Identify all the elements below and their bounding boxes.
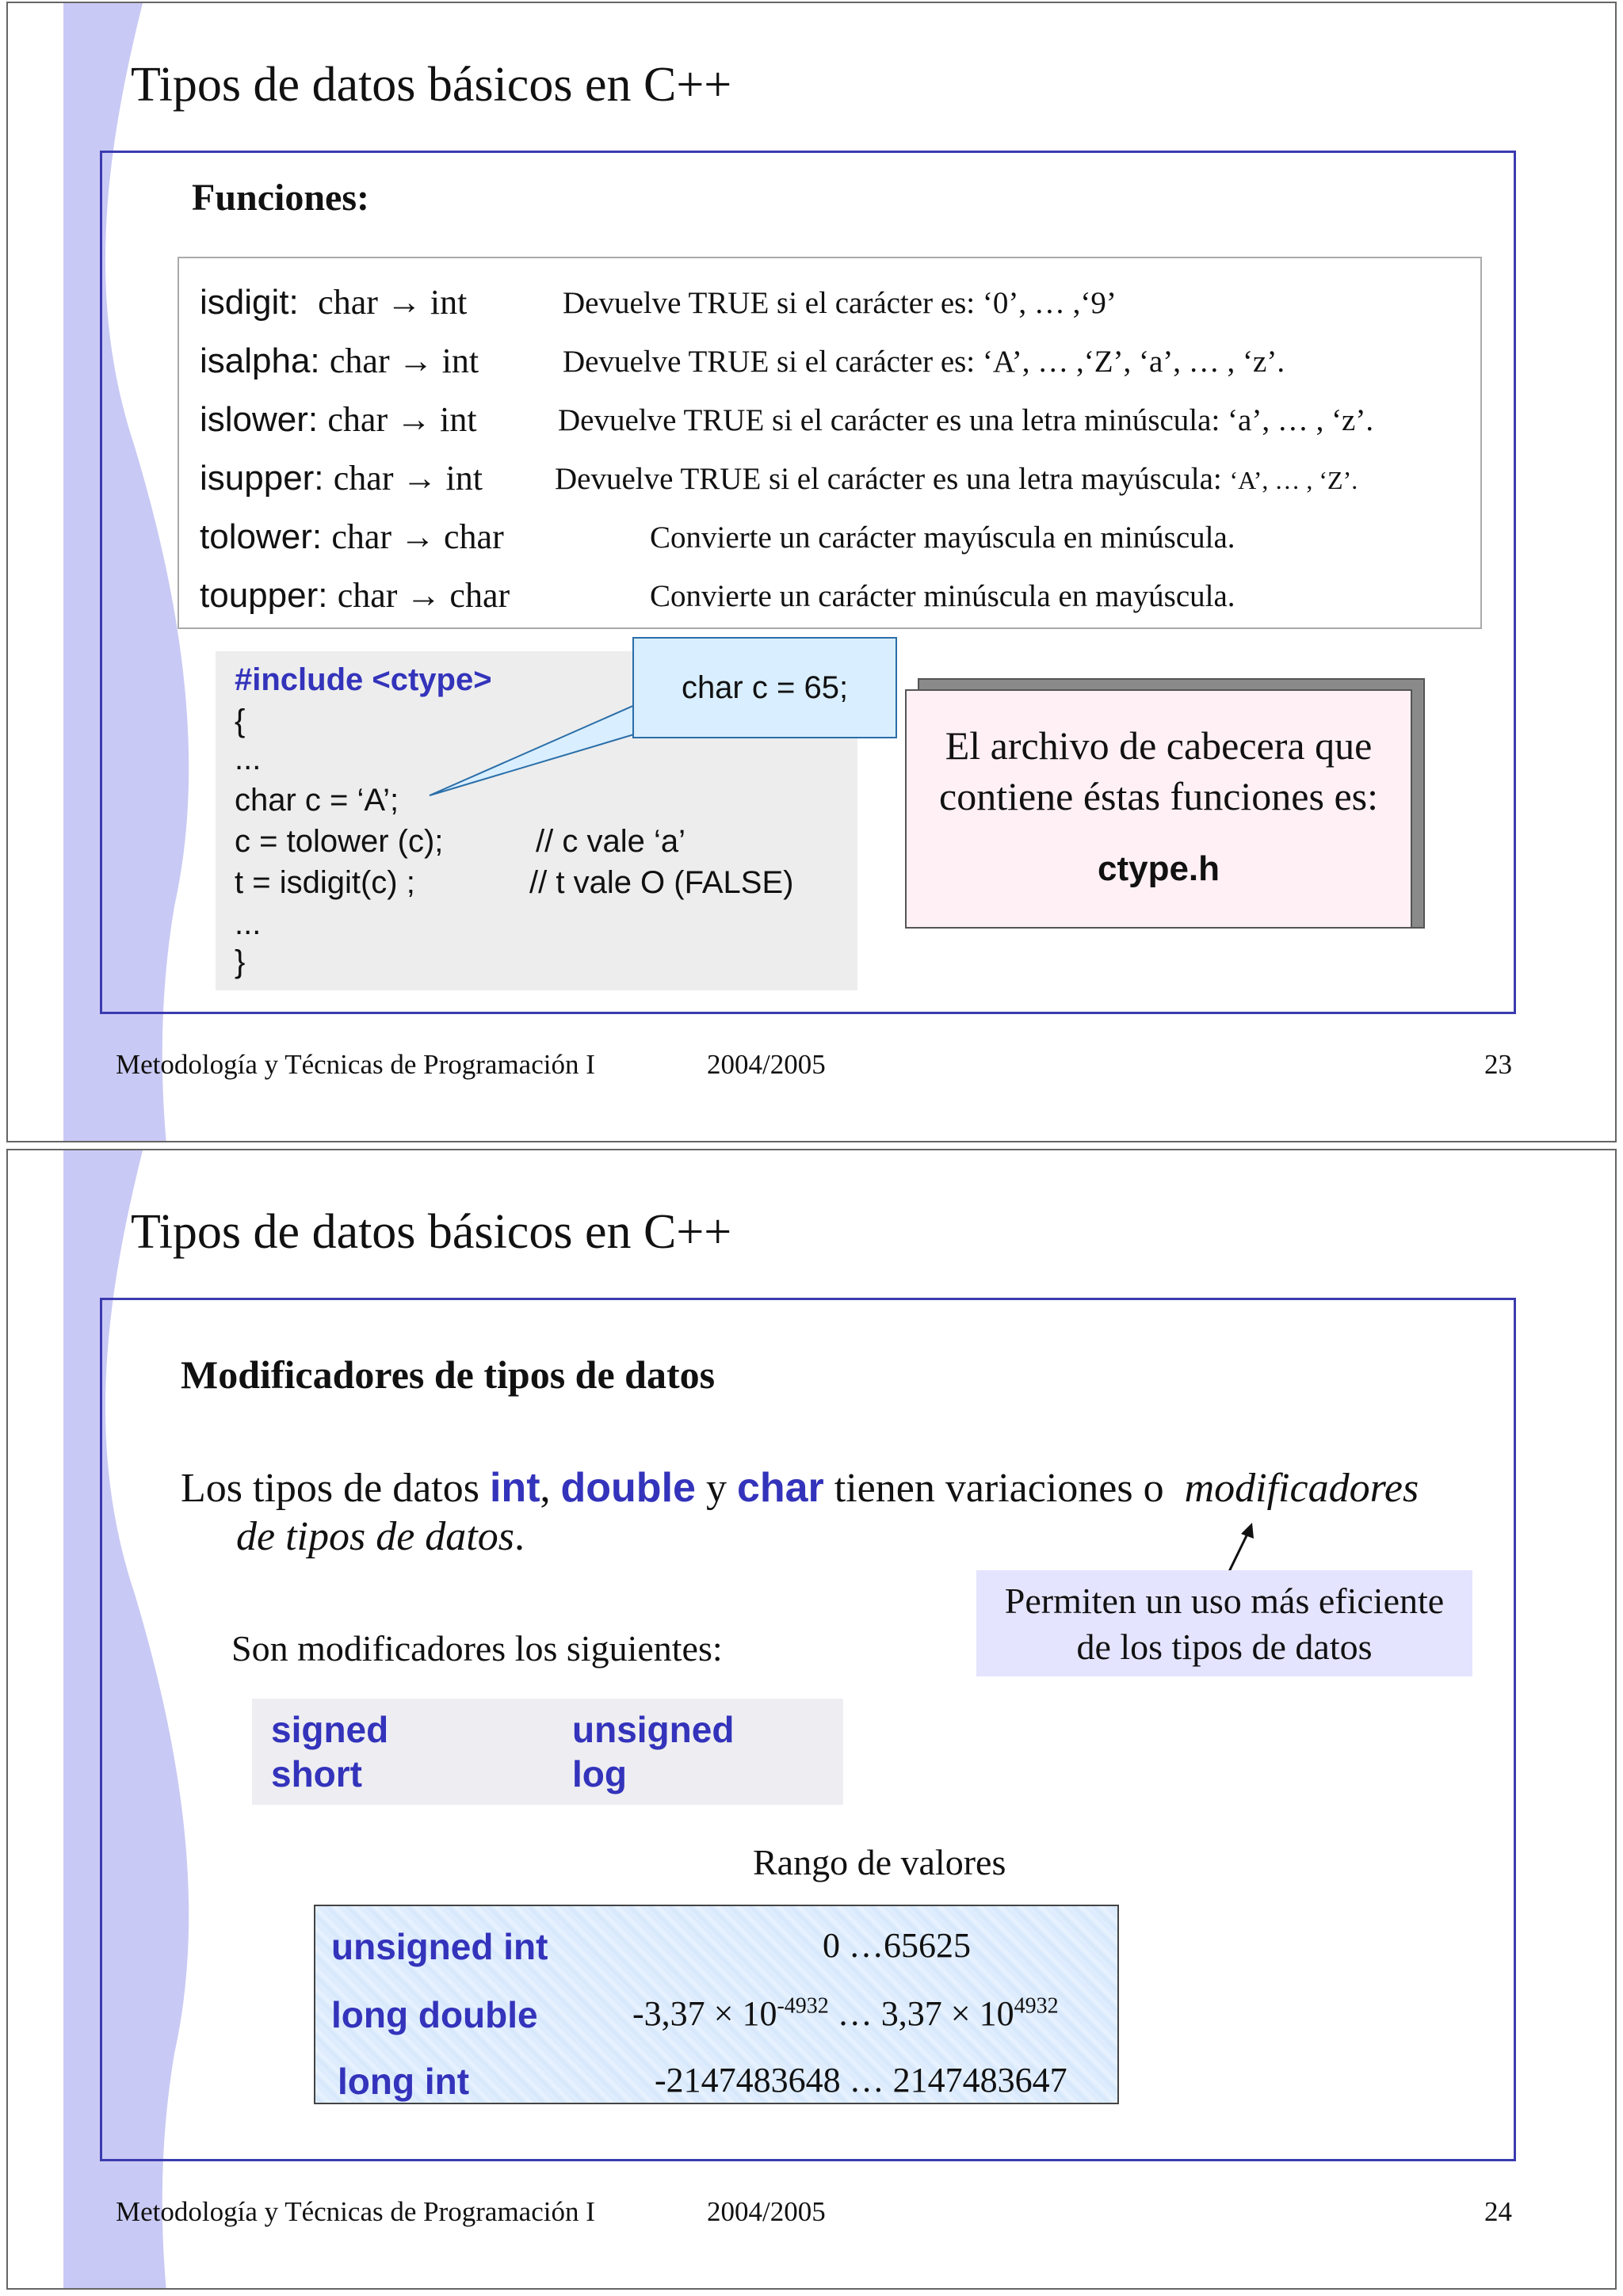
footer-course: Metodología y Técnicas de Programación I xyxy=(116,1049,595,1080)
function-description: Devuelve TRUE si el carácter es una letra mayúscula: ‘A’, … , ‘Z’. xyxy=(555,462,1358,496)
callout-note: char c = 65; xyxy=(632,637,897,738)
note-line: contiene éstas funciones es: xyxy=(939,774,1378,818)
footer-year: 2004/2005 xyxy=(707,2196,826,2227)
note-line: Permiten un uso más eficiente xyxy=(1004,1581,1445,1621)
code-line: ... xyxy=(235,906,262,941)
footer-year: 2004/2005 xyxy=(707,1049,826,1080)
footer-page-number: 24 xyxy=(1484,2196,1512,2227)
function-name: tolower: char → char xyxy=(200,517,504,556)
function-name: isalpha: char → int xyxy=(200,341,479,380)
range-value: $-3,37 \times 10^{-4932}$ … $3,37 \times 10^{4932}$ xyxy=(632,1993,1059,2033)
modifiers-box xyxy=(252,1699,843,1805)
slide-23 xyxy=(6,2,1617,1142)
modifiers-label: Son modificadores los siguientes: xyxy=(231,1628,723,1669)
function-description: Devuelve TRUE si el carácter es: ‘0’, … ,‘9’ xyxy=(563,286,1117,320)
range-label: Rango de valores xyxy=(753,1842,1006,1882)
efficiency-note xyxy=(976,1570,1472,1676)
range-table xyxy=(314,1905,1119,2104)
function-name: isdigit: char → int xyxy=(200,283,468,322)
code-comment: // t vale O (FALSE) xyxy=(529,865,794,900)
note-line: de los tipos de datos xyxy=(1076,1627,1373,1667)
footer-course: Metodología y Técnicas de Programación I xyxy=(116,2196,595,2227)
section-heading: Funciones: xyxy=(192,177,370,219)
section-heading: Modificadores de tipos de datos xyxy=(181,1352,716,1397)
intro-paragraph: Los tipos de datos int, double y char tienen variaciones o modificadores xyxy=(181,1465,1419,1511)
slide-title: Tipos de datos básicos en C++ xyxy=(131,58,732,112)
callout-pointer xyxy=(8,3,1617,1142)
range-type: long int xyxy=(338,2061,470,2102)
code-line: } xyxy=(235,944,246,979)
range-type: long double xyxy=(331,1994,538,2035)
code-line: { xyxy=(235,704,246,738)
function-description: Convierte un carácter mayúscula en minúscula. xyxy=(650,521,1235,555)
note-line: El archivo de cabecera que xyxy=(945,723,1373,768)
header-file-name: ctype.h xyxy=(1097,849,1220,888)
range-type: unsigned int xyxy=(331,1926,548,1967)
slide-24 xyxy=(6,1149,1617,2290)
function-name: toupper: char → char xyxy=(200,576,510,615)
function-name: islower: char → int xyxy=(200,400,477,439)
modifier: log xyxy=(572,1753,627,1794)
function-name: isupper: char → int xyxy=(200,459,483,498)
modifier: unsigned xyxy=(572,1709,735,1750)
intro-paragraph-continued: de tipos de datos. xyxy=(236,1514,525,1559)
range-value: 0 …65625 xyxy=(823,1926,971,1965)
function-description: Devuelve TRUE si el carácter es una letra minúscula: ‘a’, … , ‘z’. xyxy=(558,403,1374,437)
function-description: Convierte un carácter minúscula en mayúscula. xyxy=(650,579,1235,613)
function-description: Devuelve TRUE si el carácter es: ‘A’, … ,‘Z’, ‘a’, … , ‘z’. xyxy=(563,345,1285,379)
code-line: c = tolower (c); xyxy=(235,824,444,859)
footer-page-number: 23 xyxy=(1484,1049,1512,1080)
code-line: ... xyxy=(235,742,262,776)
modifier: signed xyxy=(271,1709,389,1750)
header-file-note xyxy=(905,689,1412,929)
code-include: #include <ctype> xyxy=(235,662,492,697)
code-comment: // c vale ‘a’ xyxy=(536,824,685,859)
modifier: short xyxy=(271,1753,362,1794)
slide-title: Tipos de datos básicos en C++ xyxy=(131,1205,732,1259)
code-line: t = isdigit(c) ; xyxy=(235,865,415,900)
range-value: -2147483648 … 2147483647 xyxy=(655,2061,1067,2100)
code-line: char c = ‘A’; xyxy=(235,783,399,818)
